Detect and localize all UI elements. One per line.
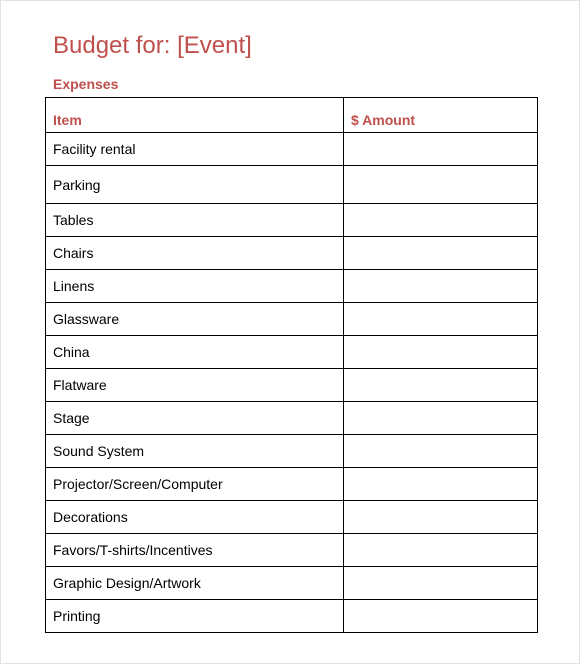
table-row (46, 600, 538, 633)
item-cell: Printing (46, 600, 344, 633)
item-cell: Tables (46, 204, 344, 237)
item-cell: Flatware (46, 369, 344, 402)
table-row (46, 534, 538, 567)
table-row (46, 166, 538, 204)
table-row (46, 270, 538, 303)
item-cell: Chairs (46, 237, 344, 270)
item-cell: Favors/T-shirts/Incentives (46, 534, 344, 567)
table-row (46, 237, 538, 270)
item-cell: Linens (46, 270, 344, 303)
amount-cell[interactable] (344, 567, 538, 600)
amount-cell[interactable] (344, 204, 538, 237)
table-row (46, 133, 538, 166)
table-header-row (46, 98, 538, 133)
column-header-item: Item (46, 98, 344, 133)
table-row (46, 336, 538, 369)
item-cell: Projector/Screen/Computer (46, 468, 344, 501)
amount-cell[interactable] (344, 435, 538, 468)
amount-cell[interactable] (344, 534, 538, 567)
item-cell: Stage (46, 402, 344, 435)
amount-cell[interactable] (344, 468, 538, 501)
item-cell: Facility rental (46, 133, 344, 166)
table-row (46, 501, 538, 534)
section-heading: Expenses (53, 76, 119, 92)
item-cell: Decorations (46, 501, 344, 534)
item-cell: Graphic Design/Artwork (46, 567, 344, 600)
item-cell: Glassware (46, 303, 344, 336)
item-cell: China (46, 336, 344, 369)
amount-cell[interactable] (344, 237, 538, 270)
amount-cell[interactable] (344, 501, 538, 534)
amount-cell[interactable] (344, 133, 538, 166)
table-row (46, 435, 538, 468)
table-row (46, 369, 538, 402)
table-row (46, 204, 538, 237)
table-row (46, 402, 538, 435)
amount-cell[interactable] (344, 303, 538, 336)
column-header-amount: $ Amount (344, 98, 538, 133)
table-row (46, 567, 538, 600)
budget-table (45, 97, 538, 633)
table-row (46, 303, 538, 336)
item-cell: Sound System (46, 435, 344, 468)
amount-cell[interactable] (344, 402, 538, 435)
amount-cell[interactable] (344, 166, 538, 204)
amount-cell[interactable] (344, 270, 538, 303)
table-row (46, 468, 538, 501)
amount-cell[interactable] (344, 600, 538, 633)
item-cell: Parking (46, 166, 344, 204)
amount-cell[interactable] (344, 369, 538, 402)
amount-cell[interactable] (344, 336, 538, 369)
page-title: Budget for: [Event] (53, 32, 252, 59)
